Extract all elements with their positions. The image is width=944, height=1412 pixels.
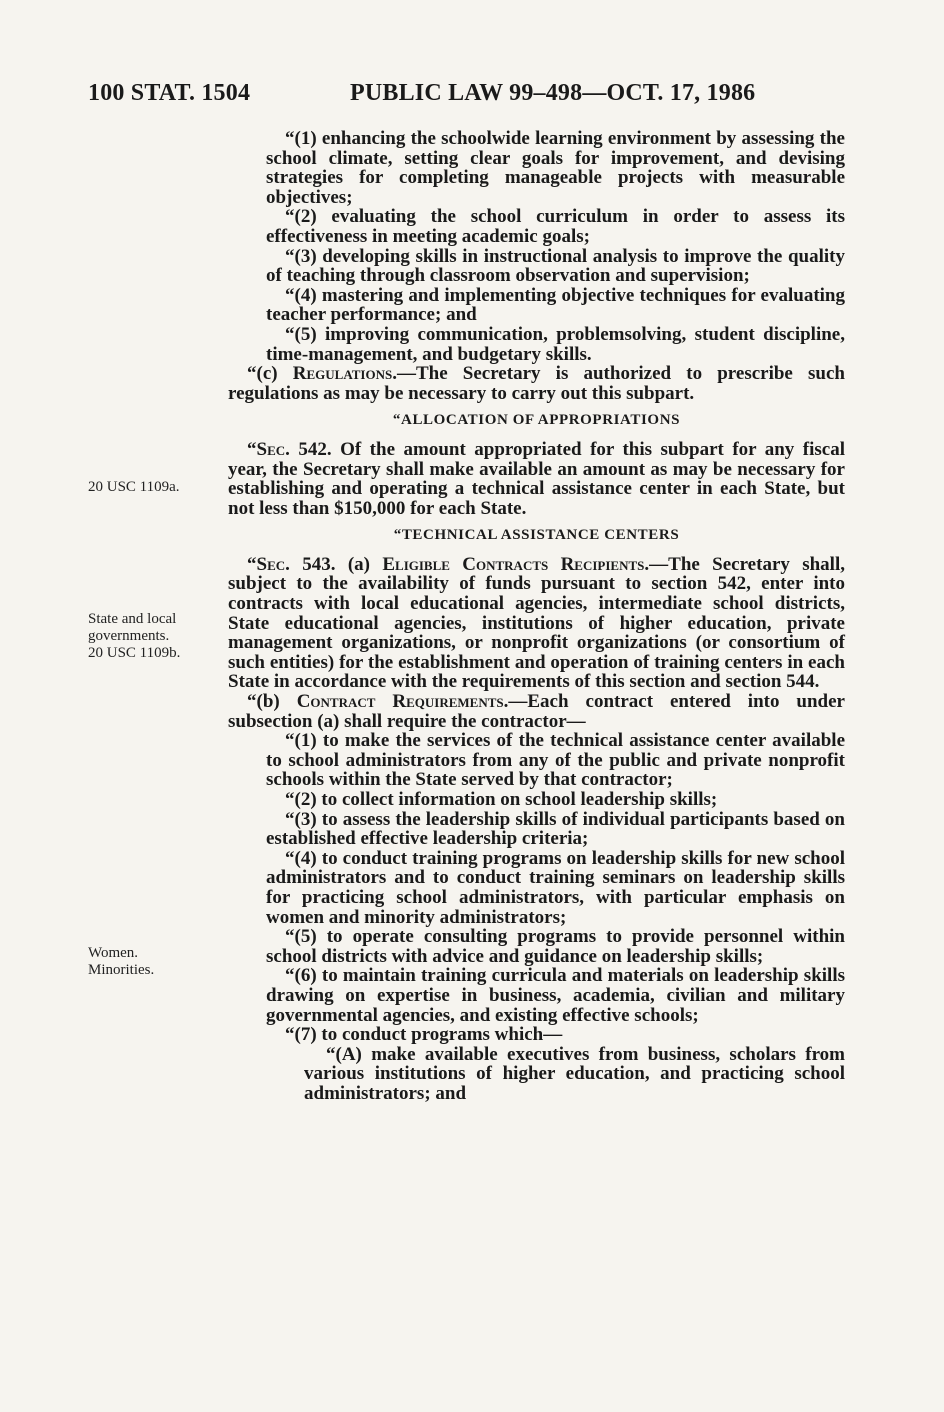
margin-note-text: 20 USC 1109a. <box>88 479 180 495</box>
subsection-c-heading: Regulations. <box>292 363 397 385</box>
margin-note-women-minorities <box>88 945 154 979</box>
subsection-c-label: “(c) <box>247 363 293 385</box>
subsection-b <box>228 692 845 731</box>
section-543-number: 543. (a) <box>289 553 383 575</box>
margin-note-state-local <box>88 611 180 662</box>
margin-note-line: Women. <box>88 945 139 961</box>
requirement-6: “(6) to maintain training curricula and materials on leadership skills drawing on expertise in business, academia, civilian and military governmental agencies, and existing effective schools; <box>266 965 845 1026</box>
margin-note-line: 20 USC 1109b. <box>88 645 181 661</box>
margin-note-citation-542 <box>88 479 180 496</box>
section-label: Sec. <box>256 438 290 460</box>
running-title-header: PUBLIC LAW 99–498—OCT. 17, 1986 <box>350 80 756 106</box>
section-heading-technical-assistance: “TECHNICAL ASSISTANCE CENTERS <box>393 527 680 544</box>
subsection-c <box>228 364 845 403</box>
section-542 <box>228 440 845 518</box>
subsection-b-heading: Contract Requirements. <box>296 691 509 713</box>
requirement-7: “(7) to conduct programs which— <box>285 1024 563 1046</box>
page-number-header: 100 STAT. 1504 <box>88 80 251 106</box>
section-543-a <box>228 555 845 692</box>
quote-mark: “ <box>247 553 257 575</box>
subsection-a-heading: Eligible Contracts Recipients. <box>382 553 650 575</box>
subsection-a-text: —The Secretary shall, subject to the availability of funds pursuant to section 542, enter into contracts with local educational agencies, intermediate school districts, State educational agencies, institutions of higher education, private management organizations, or nonprofit organizations (or consortium of such entities) for the establishment and operation of training centers in each State in accordance with the requirements of this section and section 544. <box>228 553 845 693</box>
section-542-text: 542. Of the amount appropriated for this subpart for any fiscal year, the Secretary shall make available an amount as may be necessary for establishing and operating a technical assistance center in each State, but not less than $150,000 for each State. <box>228 438 845 519</box>
margin-note-line: Minorities. <box>88 962 155 978</box>
paragraph-5: “(5) improving communication, problemsolving, student discipline, time-management, and budgetary skills. <box>266 323 845 365</box>
requirement-5: “(5) to operate consulting programs to provide personnel within school districts with advice and guidance on leadership skills; <box>266 926 845 967</box>
requirement-7-A: “(A) make available executives from business, scholars from various institutions of higher education, and practicing school administrators; and <box>304 1043 845 1104</box>
paragraph-2: “(2) evaluating the school curriculum in order to assess its effectiveness in meeting academic goals; <box>266 206 845 247</box>
requirement-1: “(1) to make the services of the technical assistance center available to school administrators from any of the public and private nonprofit schools within the State served by that contractor; <box>266 730 845 791</box>
section-heading-allocation: “ALLOCATION OF APPROPRIATIONS <box>392 412 681 429</box>
requirement-3: “(3) to assess the leadership skills of individual participants based on established effective leadership criteria; <box>266 808 845 850</box>
subsection-c-text: —The Secretary is authorized to prescribe such regulations as may be necessary to carry out this subpart. <box>228 363 845 404</box>
subsection-b-text: —Each contract entered into under subsection (a) shall require the contractor— <box>228 691 845 732</box>
requirement-2: “(2) to collect information on school leadership skills; <box>285 789 718 810</box>
paragraph-3: “(3) developing skills in instructional analysis to improve the quality of teaching through classroom observation and supervision; <box>266 245 845 287</box>
paragraph-4: “(4) mastering and implementing objective techniques for evaluating teacher performance; and <box>266 284 845 326</box>
section-label: Sec. <box>256 553 290 575</box>
margin-note-line: State and local <box>88 611 177 627</box>
requirement-4: “(4) to conduct training programs on leadership skills for new school administrators and to conduct training seminars on leadership skills for practicing school administrators, with particular emphasis on women and minority administrators; <box>266 847 845 928</box>
statute-body <box>228 129 845 1104</box>
margin-note-line: governments. <box>88 628 170 644</box>
subsection-b-label: “(b) <box>247 691 297 713</box>
quote-mark: “ <box>247 438 257 460</box>
paragraph-1: “(1) enhancing the schoolwide learning environment by assessing the school climate, setting clear goals for improvement, and devising strategies for completing manageable projects with measurable objectives; <box>266 128 845 208</box>
